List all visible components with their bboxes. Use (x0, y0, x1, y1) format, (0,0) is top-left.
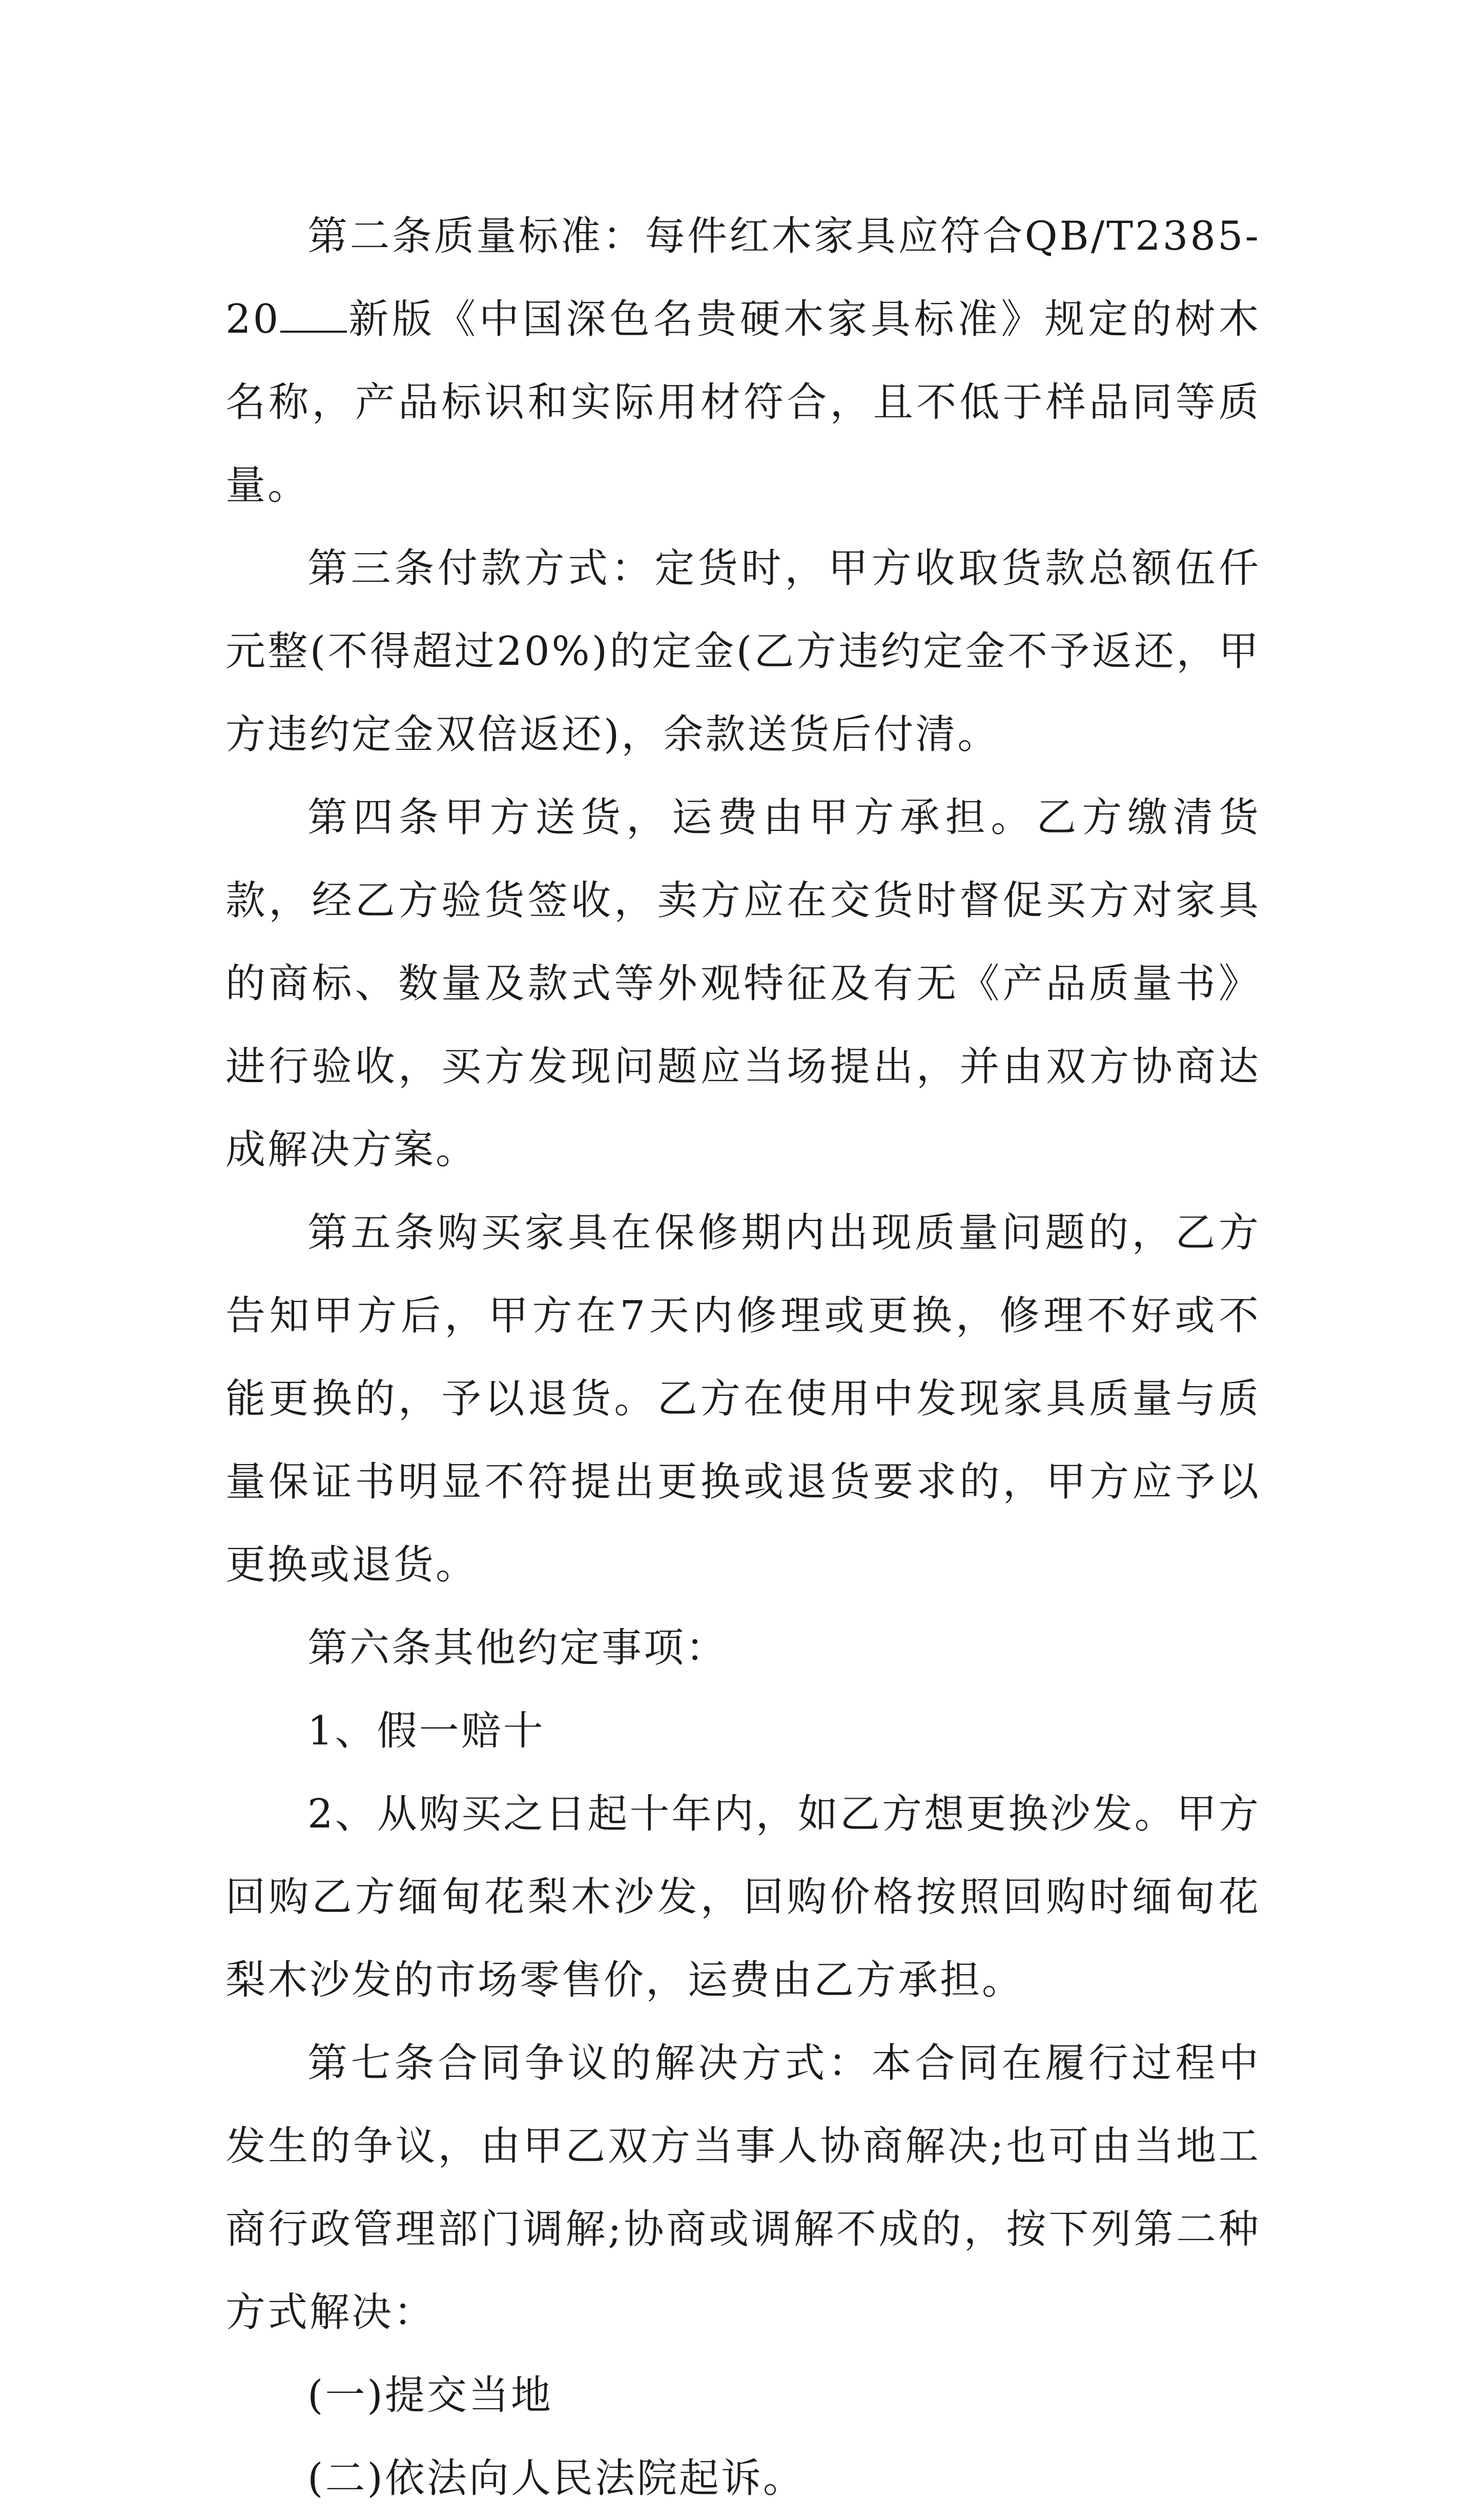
document-body (225, 195, 1261, 2520)
clause-6-item-2: 2、从购买之日起十年内，如乙方想更换沙发。甲方回购乙方缅甸花梨木沙发，回购价格按照回购时缅甸花梨木沙发的市场零售价，运费由乙方承担。 (225, 1791, 1261, 2003)
clause-7-option-2: (二)依法向人民法院起诉。 (307, 2455, 805, 2502)
clause-5-warranty: 第五条购买家具在保修期内出现质量问题的，乙方告知甲方后，甲方在7天内修理或更换，修理不好或不能更换的，予以退货。乙方在使用中发现家具质量与质量保证书明显不符提出更换或退货要求的，甲方应予以更换或退货。 (225, 1210, 1261, 1588)
clause-7-option-1: (一)提交当地 (307, 2372, 553, 2419)
clause-6-other-terms: 第六条其他约定事项： (307, 1625, 728, 1671)
clause-7-dispute-resolution: 第七条合同争议的解决方式：本合同在履行过程中发生的争议，由甲乙双方当事人协商解决;也可由当地工商行政管理部门调解;协商或调解不成的，按下列第二种方式解决： (225, 2040, 1261, 2335)
clause-6-item-1: 1、假一赔十 (307, 1708, 545, 1754)
clause-3-payment-method: 第三条付款方式：定货时，甲方收取货款总额伍仟元整(不得超过20%)的定金(乙方违约定金不予返还，甲方违约定金双倍返还)，余款送货后付清。 (225, 545, 1261, 758)
clause-2-quality-standard: 第二条质量标准：每件红木家具应符合QB/T2385-20 新版《中国深色名贵硬木家具标准》规定的树木名称，产品标识和实际用材符合，且不低于样品同等质量。 (225, 213, 1261, 509)
clause-4-delivery: 第四条甲方送货，运费由甲方承担。乙方缴清货款，经乙方验货签收，卖方应在交货时督促买方对家具的商标、数量及款式等外观特征及有无《产品质量书》进行验收，买方发现问题应当场提出，并由双方协商达成解决方案。 (225, 795, 1261, 1173)
blank-underline (280, 300, 347, 333)
